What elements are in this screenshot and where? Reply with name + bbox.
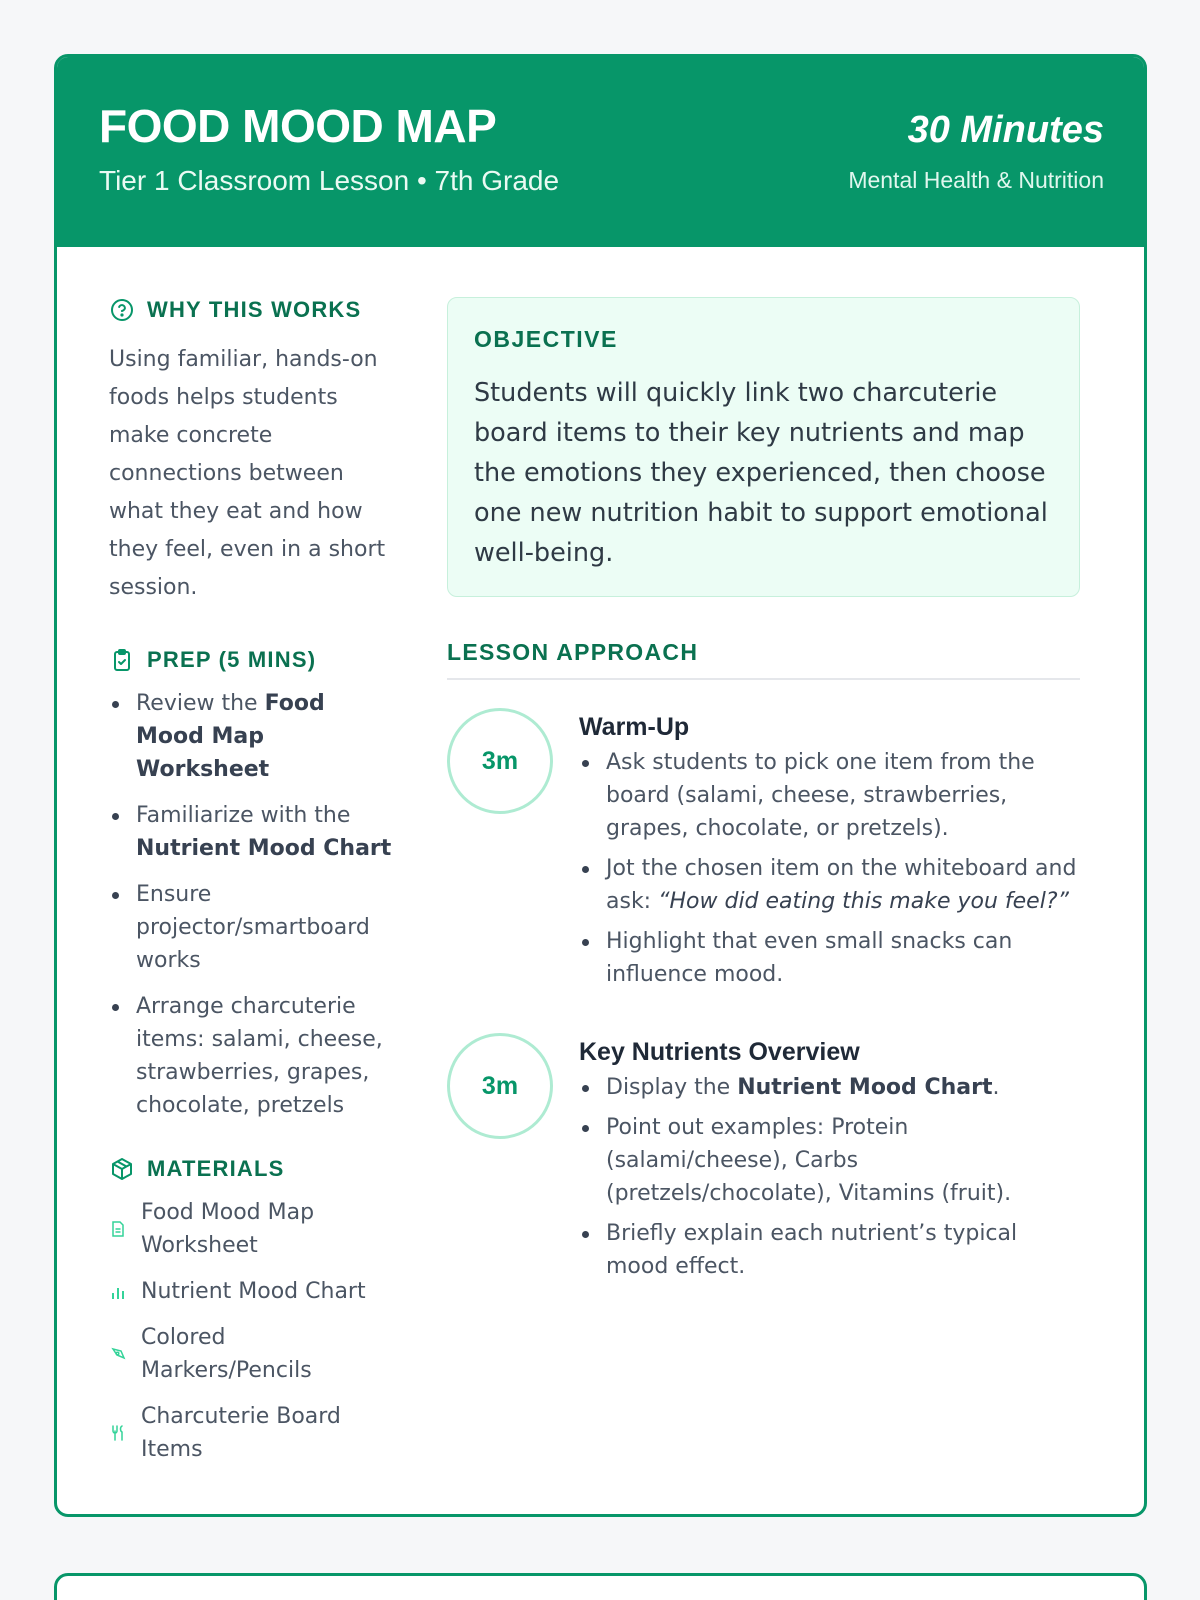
step-bullet xyxy=(579,1111,1080,1210)
lesson-approach-label: LESSON APPROACH xyxy=(447,639,1080,680)
lesson-step xyxy=(447,710,1080,991)
lesson-header xyxy=(57,57,1144,247)
step-bullet xyxy=(579,746,1080,845)
step-bullet xyxy=(579,1071,1080,1104)
bullet-pre-text: Display the xyxy=(606,1075,738,1100)
sidebar xyxy=(109,297,399,1479)
bullet-pre-text: Highlight that even small snacks can influence mood. xyxy=(606,929,1013,987)
lesson-card xyxy=(54,54,1147,1517)
step-time-badge: 3m xyxy=(447,708,553,814)
bar-chart-icon xyxy=(109,1284,127,1300)
step-bullet xyxy=(579,1217,1080,1283)
material-label: Nutrient Mood Chart xyxy=(141,1279,366,1304)
document-icon xyxy=(109,1221,127,1237)
material-item xyxy=(109,1400,399,1466)
clipboard-check-icon xyxy=(109,647,135,673)
bullet-bold-text: Nutrient Mood Chart xyxy=(136,836,392,861)
lesson-duration: 30 Minutes xyxy=(907,109,1104,151)
step-bullet xyxy=(579,852,1080,918)
why-text: Using familiar, hands-on foods helps students make concrete connections between what they eat and how they feel, even in a short session. xyxy=(109,347,386,600)
bullet-pre-text: Review the xyxy=(136,691,265,716)
why-heading-label: WHY THIS WORKS xyxy=(147,297,362,322)
lesson-steps xyxy=(447,710,1080,1283)
objective-box xyxy=(447,297,1080,597)
material-item xyxy=(109,1275,399,1308)
box-icon xyxy=(109,1156,135,1182)
lesson-topic: Mental Health & Nutrition xyxy=(848,167,1104,193)
next-card xyxy=(54,1573,1147,1600)
step-bullets xyxy=(579,746,1080,991)
prep-item xyxy=(109,878,399,977)
bullet-bold-text: Nutrient Mood Chart xyxy=(737,1075,993,1100)
bullet-pre-text: Briefly explain each nutrient’s typical mood effect. xyxy=(606,1221,1018,1279)
bullet-pre-text: Point out examples: Protein (salami/cheese), Carbs (pretzels/chocolate), Vitamins (fruit). xyxy=(606,1115,1012,1206)
lesson-title: FOOD MOOD MAP xyxy=(99,100,497,152)
step-time-badge: 3m xyxy=(447,1033,553,1139)
step-bullets xyxy=(579,1071,1080,1283)
material-label: Colored Markers/Pencils xyxy=(141,1325,312,1383)
prep-heading xyxy=(109,647,399,673)
step-title: Warm-Up xyxy=(579,713,690,741)
materials-heading-label: MATERIALS xyxy=(147,1156,285,1181)
palette-icon xyxy=(109,1346,127,1362)
lesson-step xyxy=(447,1035,1080,1283)
prep-item xyxy=(109,799,399,865)
lesson-subtitle: Tier 1 Classroom Lesson • 7th Grade xyxy=(99,165,560,196)
prep-item xyxy=(109,687,399,786)
materials-list xyxy=(109,1196,399,1466)
bullet-pre-text: Familiarize with the xyxy=(136,803,351,828)
material-item xyxy=(109,1196,399,1262)
materials-heading xyxy=(109,1156,399,1182)
objective-text: Students will quickly link two charcuterie board items to their key nutrients and map the emotions they experienced, then choose one new nutrition habit to support emotional well-being. xyxy=(474,378,1048,568)
prep-list xyxy=(109,687,399,1122)
objective-label: OBJECTIVE xyxy=(474,326,618,352)
bullet-pre-text: Arrange charcuterie items: salami, cheese, strawberries, grapes, chocolate, pretzels xyxy=(136,994,383,1118)
bullet-pre-text: Jot the chosen item on the whiteboard and ask: xyxy=(606,856,1077,914)
step-bullet xyxy=(579,925,1080,991)
material-label: Charcuterie Board Items xyxy=(141,1404,341,1462)
why-heading xyxy=(109,297,399,323)
step-title: Key Nutrients Overview xyxy=(579,1038,860,1066)
bullet-pre-text: Ask students to pick one item from the board (salami, cheese, strawberries, grapes, chocolate, or pretzels). xyxy=(606,750,1035,841)
utensils-icon xyxy=(109,1425,127,1441)
material-label: Food Mood Map Worksheet xyxy=(141,1200,315,1258)
main-content xyxy=(447,297,1080,1290)
material-item xyxy=(109,1321,399,1387)
question-circle-icon xyxy=(109,297,135,323)
prep-item xyxy=(109,990,399,1122)
prep-heading-label: PREP (5 MINS) xyxy=(147,647,317,672)
bullet-pre-text: Ensure projector/smartboard works xyxy=(136,882,370,973)
bullet-bold-text: Food Mood Map Worksheet xyxy=(136,691,325,782)
bullet-italic-text: “How did eating this make you feel?” xyxy=(658,889,1069,914)
bullet-post-text: . xyxy=(992,1075,1000,1100)
